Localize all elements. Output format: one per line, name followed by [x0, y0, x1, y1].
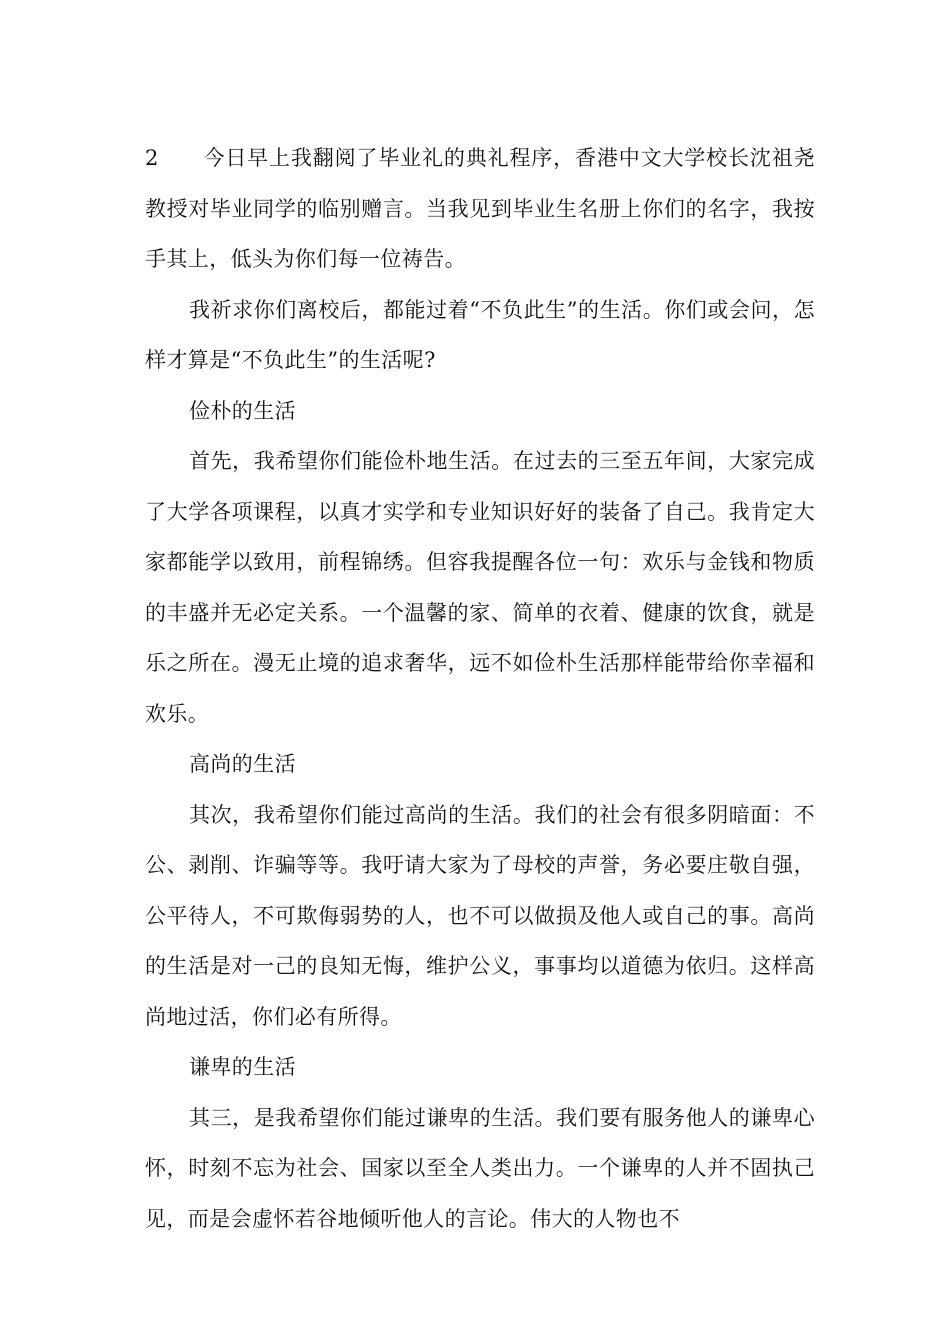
- section-body-humble-life: 其三，是我希望你们能过谦卑的生活。我们要有服务他人的谦卑心怀，时刻不忘为社会、国家以至全人类出力。一个谦卑的人并不固执己见，而是会虚怀若谷地倾听他人的言论。伟大的人物也不: [145, 1105, 815, 1231]
- section-body-simple-life: 首先，我希望你们能俭朴地生活。在过去的三至五年间，大家完成了大学各项课程，以真才实学和专业知识好好的装备了自己。我肯定大家都能学以致用，前程锦绣。但容我提醒各位一句：欢乐与金钱和物质的丰盛并无必定关系。一个温馨的家、简单的衣着、健康的饮食，就是乐之所在。漫无止境的追求奢华，远不如俭朴生活那样能带给你幸福和欢乐。: [145, 449, 815, 726]
- paragraph-number: 2: [145, 146, 159, 170]
- section-heading-humble-life: 谦卑的生活: [189, 1055, 296, 1079]
- section-body-noble-life: 其次，我希望你们能过高尚的生活。我们的社会有很多阴暗面：不公、剥削、诈骗等等。我吁请大家为了母校的声誉，务必要庄敬自强，公平待人，不可欺侮弱势的人，也不可以做损及他人或自己的事。高尚的生活是对一己的良知无悔，维护公义，事事均以道德为依归。这样高尚地过活，你们必有所得。: [145, 802, 815, 1029]
- prayer-paragraph: 我祈求你们离校后，都能过着“不负此生”的生活。你们或会问，怎样才算是“不负此生”的生活呢?: [145, 297, 815, 372]
- intro-paragraph: [145, 133, 815, 285]
- intro-text: 今日早上我翻阅了毕业礼的典礼程序，香港中文大学校长沈祖尧教授对毕业同学的临别赠言。当我见到毕业生名册上你们的名字，我按手其上，低头为你们每一位祷告。: [145, 146, 815, 271]
- section-heading-simple-life: 俭朴的生活: [189, 398, 296, 423]
- section-heading-noble-life: 高尚的生活: [189, 752, 296, 776]
- document-body: [145, 133, 815, 1244]
